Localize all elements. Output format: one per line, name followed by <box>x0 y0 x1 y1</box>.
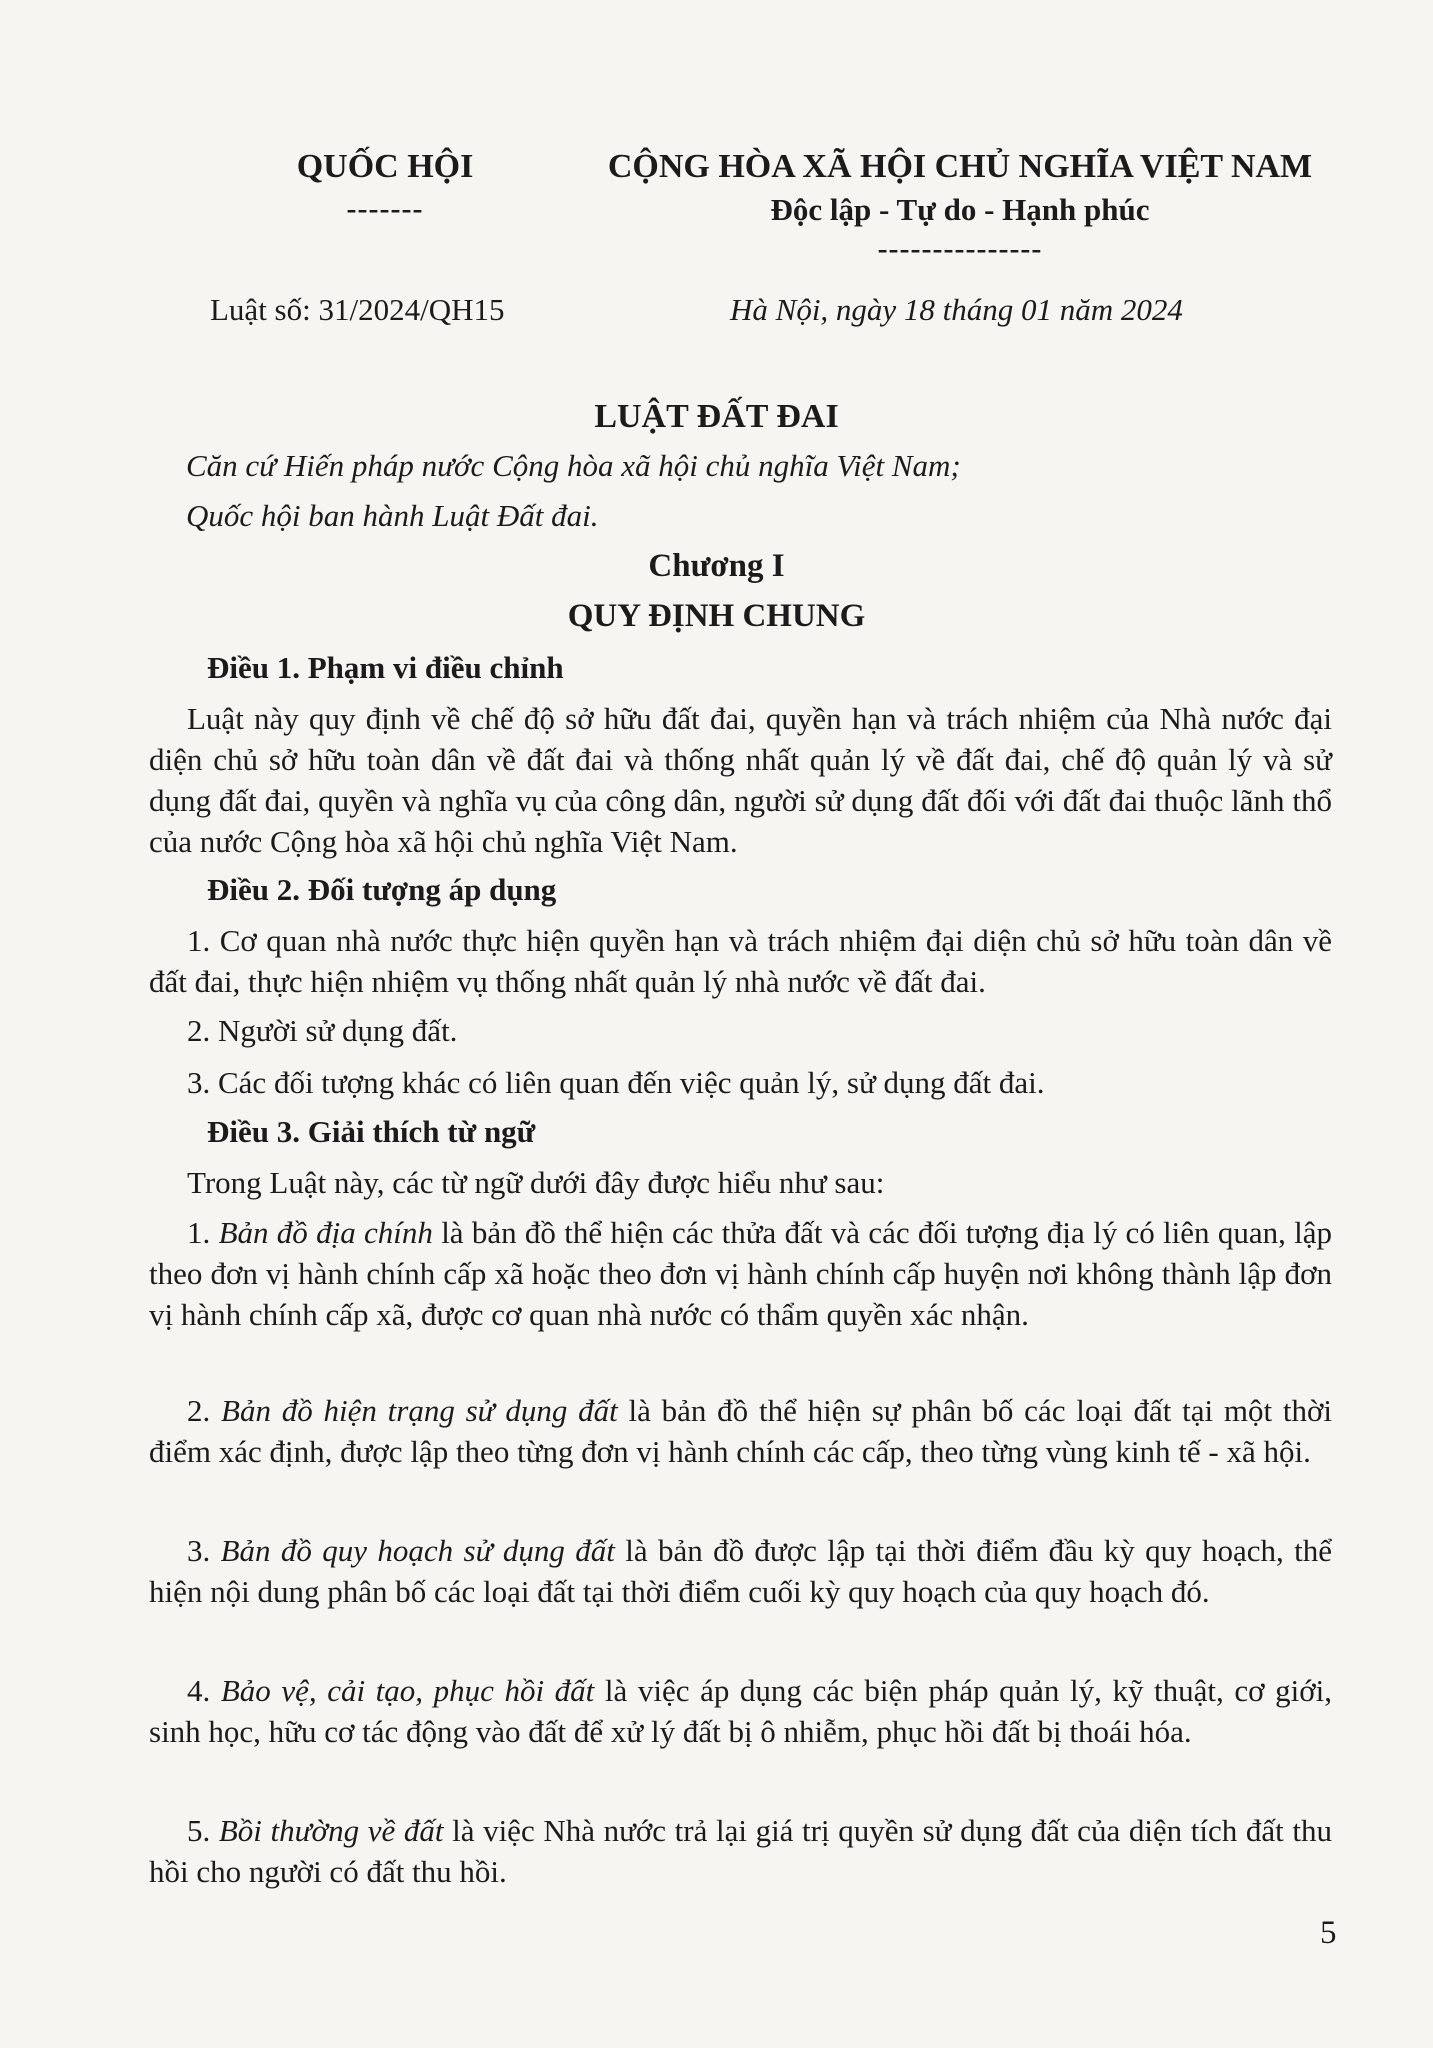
law-number: Luật số: 31/2024/QH15 <box>210 292 505 327</box>
national-title: CỘNG HÒA XÃ HỘI CHỦ NGHĨA VIỆT NAM <box>607 148 1313 185</box>
definition-term: Bản đồ quy hoạch sử dụng đất <box>220 1533 615 1568</box>
definition-term: Bảo vệ, cải tạo, phục hồi đất <box>220 1673 595 1708</box>
page-number: 5 <box>1320 1915 1337 1951</box>
article-paragraph: 3. Các đối tượng khác có liên quan đến việc quản lý, sử dụng đất đai. <box>187 1065 1045 1100</box>
definition-item <box>149 1810 1332 1892</box>
definition-item <box>149 1530 1332 1612</box>
preamble-line: Căn cứ Hiến pháp nước Cộng hòa xã hội chủ nghĩa Việt Nam; <box>186 448 961 483</box>
definition-term: Bồi thường về đất <box>218 1813 444 1848</box>
definition-text: là việc Nhà nước trả lại giá trị quyền sử dụng đất của diện tích đất thu hồi cho người có đất thu hồi. <box>149 1813 1333 1889</box>
article-paragraph: 1. Cơ quan nhà nước thực hiện quyền hạn và trách nhiệm đại diện chủ sở hữu toàn dân về đất đai, thực hiện nhiệm vụ thống nhất quản lý nhà nước về đất đai. <box>149 923 1332 999</box>
definition-number: 1. <box>187 1215 219 1250</box>
definition-text: là bản đồ thể hiện sự phân bố các loại đất tại một thời điểm xác định, được lập theo từng đơn vị hành chính các cấp, theo từng vùng kinh tế - xã hội. <box>149 1393 1333 1469</box>
definition-number: 4. <box>187 1673 221 1708</box>
definition-item <box>149 1212 1332 1335</box>
place-date: Hà Nội, ngày 18 tháng 01 năm 2024 <box>730 292 1183 327</box>
definition-number: 2. <box>187 1393 222 1428</box>
issuing-agency: QUỐC HỘI <box>296 148 474 185</box>
motto-underline: --------------- <box>877 232 1043 265</box>
definition-item <box>149 1390 1332 1472</box>
definition-number: 3. <box>187 1533 221 1568</box>
definition-text: là bản đồ được lập tại thời điểm đầu kỳ quy hoạch, thể hiện nội dung phân bố các loại đất tại thời điểm cuối kỳ quy hoạch của quy hoạch đó. <box>149 1533 1333 1609</box>
agency-underline: ------- <box>346 192 424 225</box>
national-motto: Độc lập - Tự do - Hạnh phúc <box>770 192 1150 227</box>
article-heading: Điều 1. Phạm vi điều chỉnh <box>207 650 564 685</box>
definition-text: là việc áp dụng các biện pháp quản lý, kỹ thuật, cơ giới, sinh học, hữu cơ tác động vào đất để xử lý đất bị ô nhiễm, phục hồi đất bị thoái hóa. <box>149 1673 1332 1749</box>
definition-text: là bản đồ thể hiện các thửa đất và các đối tượng địa lý có liên quan, lập theo đơn vị hành chính cấp xã hoặc theo đơn vị hành chính cấp huyện nơi không thành lập đơn vị hành chính cấp xã, được cơ quan nhà nước có thẩm quyền xác nhận. <box>149 1215 1333 1332</box>
article-heading: Điều 2. Đối tượng áp dụng <box>207 872 557 907</box>
article-intro: Trong Luật này, các từ ngữ dưới đây được hiểu như sau: <box>187 1165 885 1200</box>
article-heading: Điều 3. Giải thích từ ngữ <box>207 1114 536 1149</box>
chapter-name: QUY ĐỊNH CHUNG <box>567 598 866 634</box>
article-paragraph: 2. Người sử dụng đất. <box>187 1013 458 1048</box>
document-title: LUẬT ĐẤT ĐAI <box>594 398 839 435</box>
preamble-line: Quốc hội ban hành Luật Đất đai. <box>186 498 599 533</box>
definition-item <box>149 1670 1332 1752</box>
definition-term: Bản đồ địa chính <box>218 1215 433 1250</box>
chapter-number: Chương I <box>648 548 785 584</box>
article-paragraph: Luật này quy định về chế độ sở hữu đất đai, quyền hạn và trách nhiệm của Nhà nước đại diện chủ sở hữu toàn dân về đất đai và thống nhất quản lý về đất đai, chế độ quản lý và sử dụng đất đai, quyền và nghĩa vụ của công dân, người sử dụng đất đối với đất đai thuộc lãnh thổ của nước Cộng hòa xã hội chủ nghĩa Việt Nam. <box>149 701 1332 859</box>
definition-term: Bản đồ hiện trạng sử dụng đất <box>221 1393 618 1428</box>
definition-number: 5. <box>187 1813 219 1848</box>
